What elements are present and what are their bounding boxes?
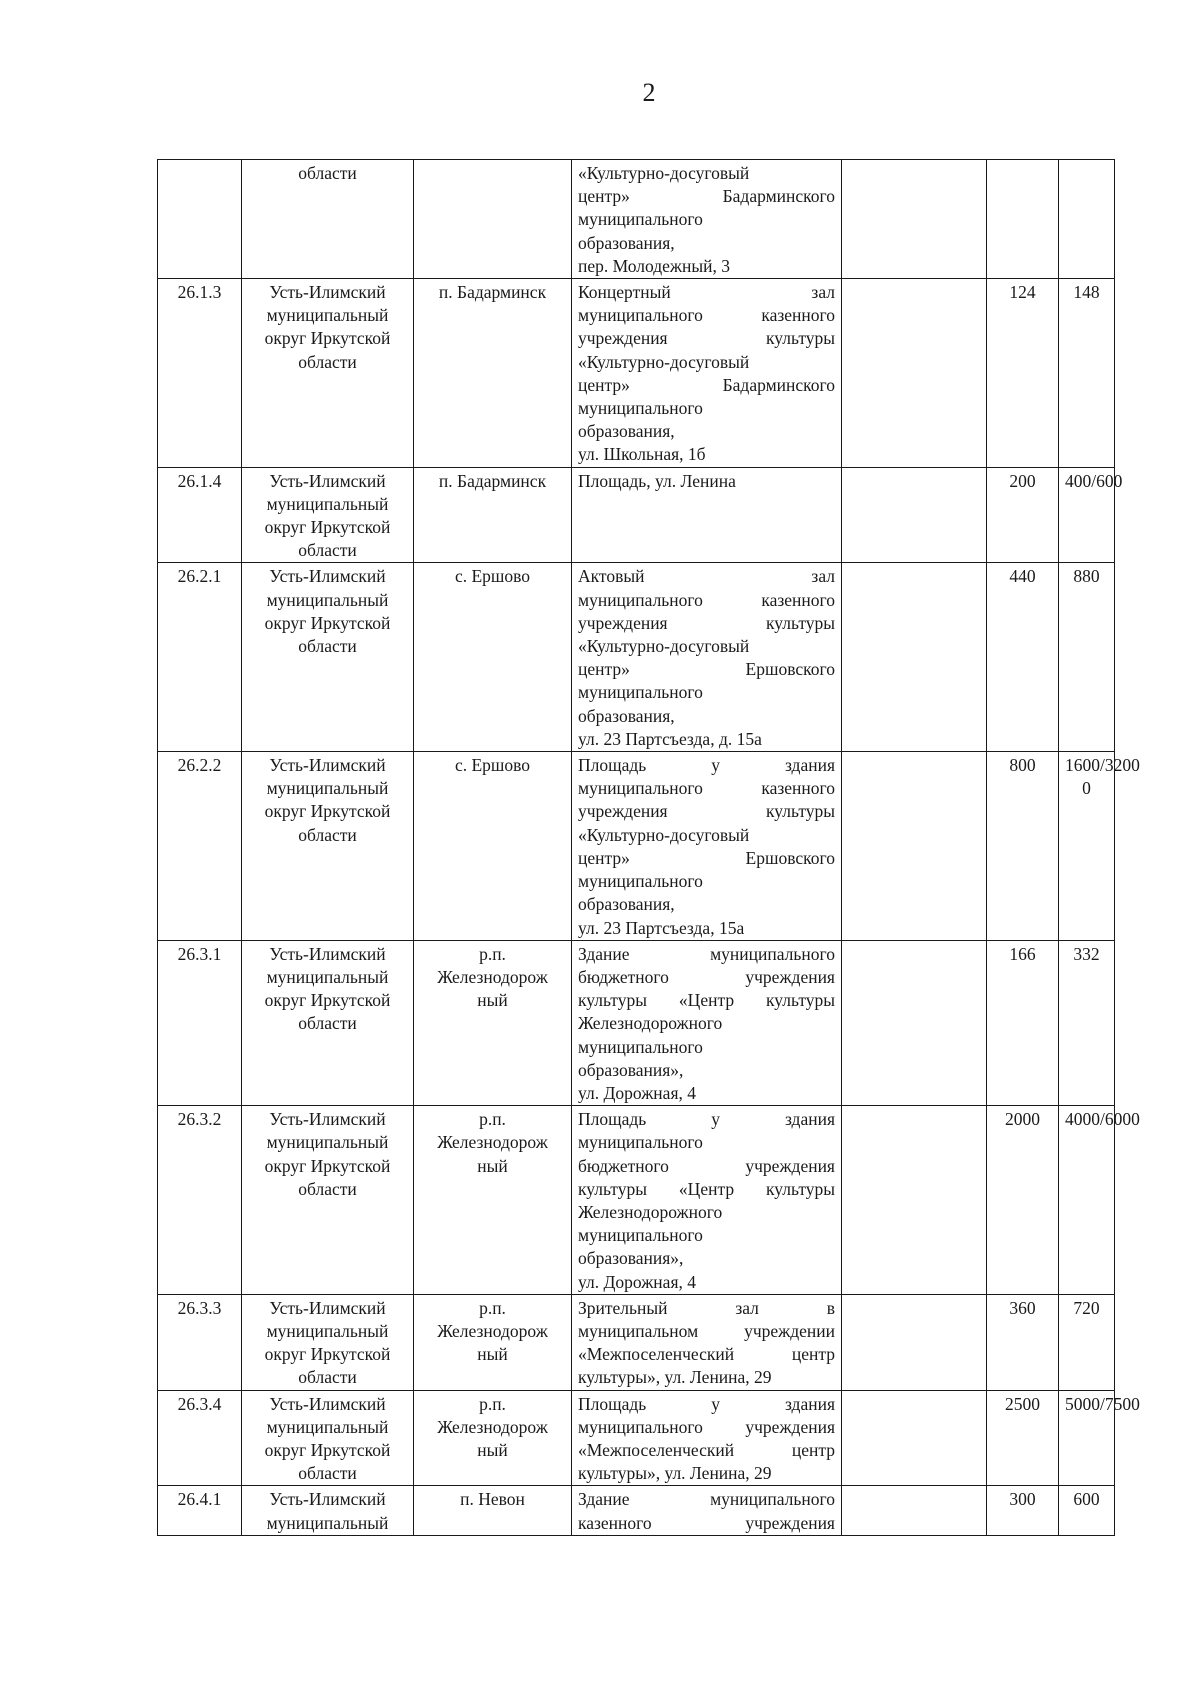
municipality-line: области bbox=[298, 824, 357, 845]
venue-description-line: Актовый зал bbox=[578, 566, 835, 587]
row-number-cell bbox=[158, 1294, 242, 1390]
note-cell bbox=[842, 1294, 987, 1390]
venue-description-line: ул. 23 Партсъезда, 15а bbox=[578, 917, 745, 938]
table-row bbox=[158, 1486, 1115, 1535]
municipality-line: области bbox=[298, 1178, 357, 1199]
locality-cell bbox=[414, 1390, 572, 1486]
capacity-cell bbox=[987, 563, 1059, 752]
venue-description-line: культуры», ул. Ленина, 29 bbox=[578, 1367, 772, 1388]
venue-description-cell bbox=[572, 752, 842, 941]
row-number: 26.1.4 bbox=[177, 470, 222, 491]
municipality-line: Усть-Илимский bbox=[269, 282, 386, 303]
venue-description-line: Зрительный зал в bbox=[578, 1297, 835, 1318]
venue-description-line: Концертный зал bbox=[578, 282, 835, 303]
venues-table bbox=[157, 159, 1140, 1536]
venue-description-cell bbox=[572, 940, 842, 1105]
venue-description-line: ул. Дорожная, 4 bbox=[578, 1082, 696, 1103]
venue-description-line: муниципального bbox=[578, 398, 703, 419]
municipality-line: округ Иркутской bbox=[264, 517, 391, 538]
locality-cell bbox=[414, 160, 572, 279]
table-row bbox=[158, 752, 1115, 941]
capacity-cell bbox=[987, 160, 1059, 279]
municipality-cell bbox=[242, 1486, 414, 1535]
venue-description-line: «Культурно-досуговый bbox=[578, 824, 750, 845]
row-number: 26.3.2 bbox=[177, 1109, 222, 1130]
row-number: 26.1.3 bbox=[177, 282, 222, 303]
locality-line: п. Бадарминск bbox=[438, 282, 547, 303]
row-number-cell bbox=[158, 279, 242, 468]
municipality-line: области bbox=[298, 636, 357, 657]
venue-description-cell bbox=[572, 1294, 842, 1390]
note-cell bbox=[842, 1106, 987, 1295]
venue-description-line: Площадь у здания bbox=[578, 755, 835, 776]
locality-line: Железнодорож bbox=[437, 1320, 548, 1341]
row-number-cell bbox=[158, 1486, 242, 1535]
venue-description-line: Здание муниципального bbox=[578, 1489, 835, 1510]
venue-description-line: образования, bbox=[578, 705, 675, 726]
capacity-cell bbox=[987, 752, 1059, 941]
municipality-line: округ Иркутской bbox=[264, 990, 391, 1011]
row-number-cell bbox=[158, 1390, 242, 1486]
municipality-line: муниципальный bbox=[266, 305, 389, 326]
venue-description-line: культуры», ул. Ленина, 29 bbox=[578, 1463, 772, 1484]
capacity-value: 2000 bbox=[1005, 1109, 1040, 1130]
venue-description-line: муниципального bbox=[578, 871, 703, 892]
venue-description-line: учреждения культуры bbox=[578, 801, 835, 822]
max-capacity-cell bbox=[1059, 279, 1115, 468]
table-row bbox=[158, 160, 1115, 279]
locality-line: р.п. bbox=[479, 1393, 506, 1414]
venue-description-line: муниципального казенного bbox=[578, 589, 835, 610]
row-number-cell bbox=[158, 1106, 242, 1295]
venue-description-line: образования, bbox=[578, 421, 675, 442]
venue-description-cell bbox=[572, 1486, 842, 1535]
venue-description-cell bbox=[572, 563, 842, 752]
row-number-cell bbox=[158, 160, 242, 279]
capacity-cell bbox=[987, 940, 1059, 1105]
venue-description-line: культуры «Центр культуры bbox=[578, 1178, 835, 1199]
municipality-line: области bbox=[298, 1013, 357, 1034]
capacity-cell bbox=[987, 467, 1059, 563]
municipality-line: округ Иркутской bbox=[264, 801, 391, 822]
table-row bbox=[158, 940, 1115, 1105]
venue-description-cell bbox=[572, 1106, 842, 1295]
note-cell bbox=[842, 279, 987, 468]
note-cell bbox=[842, 563, 987, 752]
capacity-value: 2500 bbox=[1005, 1393, 1040, 1414]
venue-description-line: «Культурно-досуговый bbox=[578, 636, 750, 657]
venue-description-line: муниципального учреждения bbox=[578, 1416, 835, 1437]
venue-description-line: образования, bbox=[578, 894, 675, 915]
venue-description-line: «Межпоселенческий центр bbox=[578, 1344, 835, 1365]
note-cell bbox=[842, 940, 987, 1105]
municipality-line: муниципальный bbox=[266, 1320, 389, 1341]
venue-description-line: ул. 23 Партсъезда, д. 15а bbox=[578, 728, 762, 749]
capacity-value: 300 bbox=[1009, 1489, 1036, 1510]
venue-description-line: Площадь у здания bbox=[578, 1109, 835, 1130]
municipality-cell bbox=[242, 467, 414, 563]
venue-description-line: центр» Ершовского bbox=[578, 847, 835, 868]
max-capacity-cell bbox=[1059, 160, 1115, 279]
municipality-line: муниципальный bbox=[266, 1512, 389, 1533]
max-capacity-line: 332 bbox=[1073, 943, 1100, 964]
venue-description-line: муниципального казенного bbox=[578, 305, 835, 326]
venue-description-line: ул. Школьная, 1б bbox=[578, 444, 706, 465]
locality-line: Железнодорож bbox=[437, 1132, 548, 1153]
locality-line: р.п. bbox=[479, 1297, 506, 1318]
row-number: 26.2.1 bbox=[177, 566, 222, 587]
max-capacity-line: 720 bbox=[1073, 1297, 1100, 1318]
locality-cell bbox=[414, 279, 572, 468]
venue-description-cell bbox=[572, 1390, 842, 1486]
municipality-cell bbox=[242, 279, 414, 468]
venue-description-cell bbox=[572, 279, 842, 468]
venue-description-line: ул. Дорожная, 4 bbox=[578, 1271, 696, 1292]
municipality-line: муниципальный bbox=[266, 493, 389, 514]
row-number: 26.3.4 bbox=[177, 1393, 222, 1414]
table-row bbox=[158, 1106, 1115, 1295]
max-capacity-cell bbox=[1059, 1390, 1140, 1486]
row-number: 26.2.2 bbox=[177, 755, 222, 776]
municipality-line: округ Иркутской bbox=[264, 1155, 391, 1176]
municipality-cell bbox=[242, 1106, 414, 1295]
municipality-line: Усть-Илимский bbox=[269, 1297, 386, 1318]
capacity-value: 360 bbox=[1009, 1297, 1036, 1318]
venue-description-line: муниципального bbox=[578, 209, 703, 230]
max-capacity-line: 400/600 bbox=[1065, 470, 1123, 491]
venue-description-line: центр» Бадарминского bbox=[578, 186, 835, 207]
row-number: 26.3.1 bbox=[177, 943, 222, 964]
venue-description-cell bbox=[572, 467, 842, 563]
venue-description-line: муниципального bbox=[578, 1225, 703, 1246]
venue-description-line: муниципального bbox=[578, 682, 703, 703]
locality-cell bbox=[414, 1486, 572, 1535]
max-capacity-cell bbox=[1059, 752, 1140, 941]
venue-description-line: муниципального bbox=[578, 1132, 703, 1153]
venue-description-line: образования, bbox=[578, 232, 675, 253]
municipality-line: муниципальный bbox=[266, 778, 389, 799]
max-capacity-cell bbox=[1059, 1106, 1140, 1295]
locality-line: Железнодорож bbox=[437, 966, 548, 987]
note-cell bbox=[842, 1390, 987, 1486]
locality-cell bbox=[414, 1294, 572, 1390]
row-number-cell bbox=[158, 752, 242, 941]
table-row bbox=[158, 467, 1115, 563]
note-cell bbox=[842, 752, 987, 941]
locality-line: Железнодорож bbox=[437, 1416, 548, 1437]
capacity-value: 800 bbox=[1009, 755, 1036, 776]
venue-description-line: муниципального bbox=[578, 1036, 703, 1057]
venue-description-line: «Культурно-досуговый bbox=[578, 163, 750, 183]
venue-description-line: «Межпоселенческий центр bbox=[578, 1439, 835, 1460]
capacity-cell bbox=[987, 1294, 1059, 1390]
row-number: 26.3.3 bbox=[177, 1297, 222, 1318]
max-capacity-line: 5000/7500 bbox=[1065, 1393, 1140, 1414]
max-capacity-cell bbox=[1059, 467, 1123, 563]
table-row bbox=[158, 1390, 1115, 1486]
locality-line: р.п. bbox=[479, 1109, 506, 1130]
locality-cell bbox=[414, 752, 572, 941]
municipality-line: Усть-Илимский bbox=[269, 470, 386, 491]
table-row bbox=[158, 563, 1115, 752]
venue-description-cell bbox=[572, 160, 842, 279]
municipality-line: области bbox=[298, 351, 357, 372]
locality-line: п. Бадарминск bbox=[438, 470, 547, 491]
locality-cell bbox=[414, 940, 572, 1105]
capacity-cell bbox=[987, 1486, 1059, 1535]
locality-line: с. Ершово bbox=[454, 566, 531, 587]
locality-cell bbox=[414, 563, 572, 752]
municipality-line: Усть-Илимский bbox=[269, 566, 386, 587]
municipality-line: области bbox=[298, 1463, 357, 1484]
venue-description-line: учреждения культуры bbox=[578, 612, 835, 633]
municipality-cell bbox=[242, 563, 414, 752]
capacity-cell bbox=[987, 279, 1059, 468]
locality-line: ный bbox=[477, 1344, 508, 1365]
municipality-line: Усть-Илимский bbox=[269, 943, 386, 964]
venue-description-line: казенного учреждения bbox=[578, 1512, 835, 1533]
venue-description-line: образования», bbox=[578, 1248, 684, 1269]
venue-description-line: бюджетного учреждения bbox=[578, 1155, 835, 1176]
venue-description-line: Здание муниципального bbox=[578, 943, 835, 964]
municipality-cell bbox=[242, 1294, 414, 1390]
venue-description-line: пер. Молодежный, 3 bbox=[578, 255, 731, 276]
capacity-cell bbox=[987, 1106, 1059, 1295]
municipality-line: округ Иркутской bbox=[264, 1344, 391, 1365]
municipality-line: Усть-Илимский bbox=[269, 1393, 386, 1414]
venue-description-line: Железнодорожного bbox=[578, 1201, 723, 1222]
municipality-cell bbox=[242, 940, 414, 1105]
max-capacity-cell bbox=[1059, 940, 1115, 1105]
venue-description-line: Площадь, ул. Ленина bbox=[578, 470, 736, 491]
municipality-line: области bbox=[298, 1367, 357, 1388]
municipality-cell bbox=[242, 752, 414, 941]
note-cell bbox=[842, 160, 987, 279]
table-body bbox=[158, 160, 1140, 1536]
municipality-line: округ Иркутской bbox=[264, 612, 391, 633]
max-capacity-line: 148 bbox=[1073, 282, 1100, 303]
capacity-value: 440 bbox=[1009, 566, 1036, 587]
venue-description-line: «Культурно-досуговый bbox=[578, 351, 750, 372]
venue-description-line: бюджетного учреждения bbox=[578, 966, 835, 987]
max-capacity-cell bbox=[1059, 1294, 1115, 1390]
max-capacity-line: 880 bbox=[1073, 566, 1100, 587]
municipality-line: Усть-Илимский bbox=[269, 1109, 386, 1130]
locality-line: ный bbox=[477, 990, 508, 1011]
locality-line: п. Невон bbox=[460, 1489, 525, 1510]
venue-description-line: культуры «Центр культуры bbox=[578, 990, 835, 1011]
capacity-value: 166 bbox=[1009, 943, 1036, 964]
capacity-value: 200 bbox=[1009, 470, 1036, 491]
row-number: 26.4.1 bbox=[177, 1489, 222, 1510]
locality-cell bbox=[414, 467, 572, 563]
municipality-line: муниципальный bbox=[266, 1132, 389, 1153]
locality-line: ный bbox=[477, 1155, 508, 1176]
table-row bbox=[158, 279, 1115, 468]
municipality-line: муниципальный bbox=[266, 966, 389, 987]
municipality-line: области bbox=[298, 540, 357, 561]
row-number-cell bbox=[158, 940, 242, 1105]
municipality-line: Усть-Илимский bbox=[269, 755, 386, 776]
capacity-cell bbox=[987, 1390, 1059, 1486]
venue-description-line: образования», bbox=[578, 1059, 684, 1080]
municipality-line: муниципальный bbox=[266, 589, 389, 610]
max-capacity-cell bbox=[1059, 563, 1115, 752]
municipality-line: Усть-Илимский bbox=[269, 1489, 386, 1510]
row-number-cell bbox=[158, 563, 242, 752]
locality-line: ный bbox=[477, 1439, 508, 1460]
page-number: 2 bbox=[642, 78, 656, 107]
max-capacity-line: 0 bbox=[1082, 778, 1091, 799]
capacity-value: 124 bbox=[1009, 282, 1036, 303]
max-capacity-line: 600 bbox=[1073, 1489, 1100, 1510]
venue-description-line: Площадь у здания bbox=[578, 1393, 835, 1414]
venue-description-line: центр» Бадарминского bbox=[578, 374, 835, 395]
max-capacity-line: 4000/6000 bbox=[1065, 1109, 1140, 1130]
max-capacity-cell bbox=[1059, 1486, 1115, 1535]
municipality-cell bbox=[242, 160, 414, 279]
locality-line: с. Ершово bbox=[454, 755, 531, 776]
note-cell bbox=[842, 467, 987, 563]
row-number-cell bbox=[158, 467, 242, 563]
municipality-cell bbox=[242, 1390, 414, 1486]
locality-cell bbox=[414, 1106, 572, 1295]
venue-description-line: центр» Ершовского bbox=[578, 659, 835, 680]
municipality-line: области bbox=[298, 163, 357, 183]
municipality-line: округ Иркутской bbox=[264, 328, 391, 349]
table-row bbox=[158, 1294, 1115, 1390]
venue-description-line: муниципальном учреждении bbox=[578, 1320, 835, 1341]
max-capacity-line: 1600/3200 bbox=[1065, 755, 1140, 776]
locality-line: р.п. bbox=[479, 943, 506, 964]
venue-description-line: Железнодорожного bbox=[578, 1013, 723, 1034]
municipality-line: муниципальный bbox=[266, 1416, 389, 1437]
note-cell bbox=[842, 1486, 987, 1535]
venue-description-line: учреждения культуры bbox=[578, 328, 835, 349]
municipality-line: округ Иркутской bbox=[264, 1439, 391, 1460]
venue-description-line: муниципального казенного bbox=[578, 778, 835, 799]
